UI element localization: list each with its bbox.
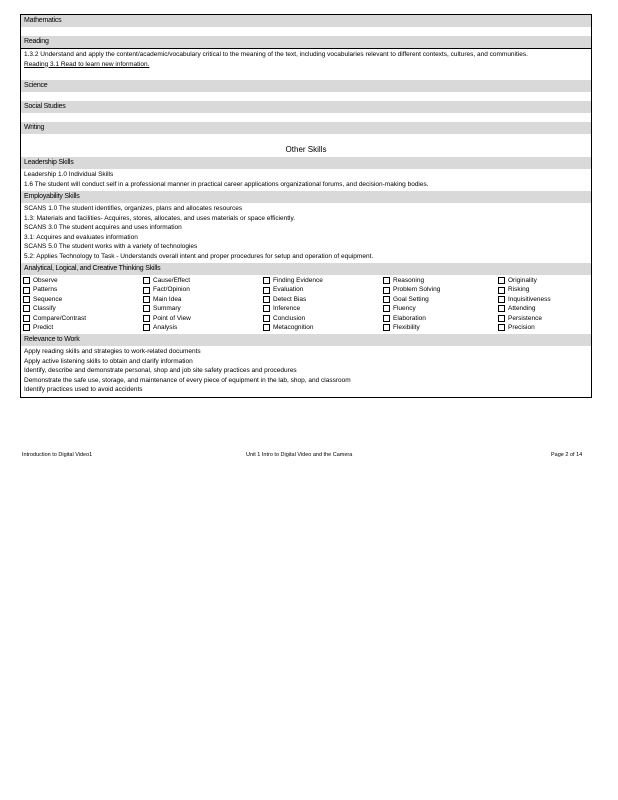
checkbox-item[interactable] (263, 295, 383, 304)
math-header: Mathematics (21, 15, 591, 27)
checkbox-label: Compare/Contrast (33, 314, 87, 322)
checkbox[interactable] (498, 287, 505, 294)
leadership-line: Leadership 1.0 Individual Skills (24, 171, 114, 178)
checkbox[interactable] (23, 277, 30, 284)
checkbox-item[interactable] (23, 304, 143, 313)
checkbox[interactable] (263, 296, 270, 303)
checkbox[interactable] (263, 324, 270, 331)
analytical-header: Analytical, Logical, and Creative Thinking Skills (21, 263, 591, 275)
checkbox[interactable] (498, 305, 505, 312)
footer-left: Introduction to Digital Video1 (22, 452, 93, 458)
checkbox[interactable] (143, 305, 150, 312)
employability-line: 1.3: Materials and facilities- Acquires, stores, allocates, and uses materials or space efficiently. (24, 214, 296, 222)
checkbox-label: Precision (508, 324, 535, 332)
checkbox[interactable] (23, 305, 30, 312)
checkbox-item[interactable] (263, 314, 383, 323)
relevance-content (21, 346, 591, 397)
checkbox[interactable] (498, 296, 505, 303)
checkbox-label: Summary (153, 305, 181, 313)
checkbox-item[interactable] (143, 314, 263, 323)
relevance-line: Identify practices used to avoid accidents (24, 386, 143, 394)
checkbox[interactable] (263, 315, 270, 322)
checkbox-column (383, 276, 498, 332)
checkbox[interactable] (23, 296, 30, 303)
checkbox[interactable] (143, 324, 150, 331)
checkbox-label: Elaboration (393, 314, 426, 322)
checkbox-item[interactable] (143, 276, 263, 285)
checkbox-item[interactable] (23, 285, 143, 294)
checkbox[interactable] (143, 277, 150, 284)
checkbox-item[interactable] (263, 276, 383, 285)
checkbox-item[interactable] (498, 285, 593, 294)
checkbox-item[interactable] (498, 276, 593, 285)
checkbox-item[interactable] (383, 314, 498, 323)
checkbox-item[interactable] (498, 314, 593, 323)
checkbox[interactable] (383, 277, 390, 284)
checkbox[interactable] (263, 287, 270, 294)
checkbox-label: Main Idea (153, 295, 182, 303)
checkbox[interactable] (23, 324, 30, 331)
relevance-line: Demonstrate the safe use, storage, and maintenance of every piece of equipment in the lab, shop, and classroom (24, 376, 351, 384)
checkbox-label: Fluency (393, 305, 416, 313)
checkbox-label: Classify (33, 305, 56, 313)
checkbox-item[interactable] (498, 304, 593, 313)
checkbox-label: Detect Bias (273, 295, 307, 303)
footer-page-number: Page 2 of 14 (551, 452, 583, 458)
employability-content (21, 203, 591, 263)
checkbox-label: Cause/Effect (153, 277, 191, 284)
checkbox-column (143, 276, 263, 332)
checkbox-item[interactable] (383, 285, 498, 294)
relevance-line: Apply active listening skills to obtain and clarify information (24, 357, 193, 365)
checkbox-item[interactable] (23, 314, 143, 323)
checkbox[interactable] (143, 296, 150, 303)
checkbox-item[interactable] (498, 323, 593, 332)
checkbox[interactable] (383, 315, 390, 322)
checkbox[interactable] (498, 315, 505, 322)
checkbox[interactable] (498, 324, 505, 331)
checkbox-label: Metacognition (273, 324, 314, 332)
checkbox-column (498, 276, 593, 332)
science-header: Science (21, 80, 591, 92)
checkbox-label: Analysis (153, 324, 178, 332)
checkbox-label: Inquisitiveness (508, 295, 551, 303)
checkbox[interactable] (23, 287, 30, 294)
checkbox-label: Originality (508, 277, 537, 284)
checkbox[interactable] (498, 277, 505, 284)
checkbox-label: Sequence (33, 295, 63, 303)
checkbox-label: Problem Solving (393, 286, 441, 294)
social-studies-header: Social Studies (21, 101, 591, 113)
checkbox-item[interactable] (263, 323, 383, 332)
checkbox-label: Predict (33, 324, 54, 332)
reading-line: Reading 3.1 Read to learn new information. (24, 60, 150, 68)
checkbox-item[interactable] (23, 323, 143, 332)
checkbox-label: Fact/Opinion (153, 286, 190, 294)
checkbox-label: Risking (508, 286, 530, 294)
checkbox-item[interactable] (383, 323, 498, 332)
leadership-line: 1.6 The student will conduct self in a professional manner in practical career applications organizational forums, and decision-making bodies. (24, 180, 429, 188)
other-skills-title: Other Skills (21, 143, 591, 157)
checkbox-item[interactable] (383, 276, 498, 285)
employability-header: Employability Skills (21, 191, 591, 203)
employability-line: 3.1: Acquires and evaluates information (24, 233, 138, 241)
checkbox-label: Persistence (508, 314, 542, 322)
checkbox-item[interactable] (263, 285, 383, 294)
checkbox-item[interactable] (383, 295, 498, 304)
checkbox-item[interactable] (383, 304, 498, 313)
checkbox-label: Reasoning (393, 277, 425, 284)
checkbox[interactable] (143, 287, 150, 294)
checkbox-label: Finding Evidence (273, 277, 323, 284)
reading-line: 1.3.2 Understand and apply the content/academic/vocabulary critical to the meaning of the text, including vocabularies relevant to different contexts, cultures, and communities. (24, 51, 528, 58)
checkbox[interactable] (383, 296, 390, 303)
checkbox-column (23, 276, 143, 332)
checkbox-item[interactable] (498, 295, 593, 304)
checkbox-label: Conclusion (273, 314, 306, 322)
checkbox-label: Attending (508, 305, 536, 313)
checkbox-label: Point of View (153, 314, 191, 322)
checkbox[interactable] (263, 305, 270, 312)
checkbox-item[interactable] (263, 304, 383, 313)
checkbox-label: Evaluation (273, 286, 304, 294)
checkbox-item[interactable] (23, 276, 143, 285)
checkbox[interactable] (143, 315, 150, 322)
checkbox-label: Inference (273, 305, 301, 313)
checkbox-label: Goal Setting (393, 295, 429, 303)
checkbox[interactable] (263, 277, 270, 284)
checkbox-label: Flexibility (393, 324, 420, 332)
checkbox-label: Observe (33, 277, 58, 284)
checkbox[interactable] (383, 287, 390, 294)
checkbox-item[interactable] (143, 323, 263, 332)
checkbox[interactable] (383, 324, 390, 331)
employability-line: SCANS 1.0 The student identifies, organizes, plans and allocates resources (24, 205, 243, 212)
reading-header: Reading (21, 36, 591, 48)
relevance-line: Apply reading skills and strategies to work-related documents (24, 348, 201, 356)
checkbox-item[interactable] (143, 295, 263, 304)
relevance-header: Relevance to Work (21, 334, 591, 346)
employability-line: SCANS 3.0 The student acquires and uses information (24, 224, 182, 231)
leadership-content (21, 169, 591, 191)
employability-line: 5.2: Applies Technology to Task - Understands overall intent and proper procedures for setup and operation of equipment. (24, 252, 374, 260)
checkbox[interactable] (383, 305, 390, 312)
checkbox-item[interactable] (143, 285, 263, 294)
thinking-skills-grid (21, 275, 591, 334)
reading-content (21, 48, 591, 71)
footer-center: Unit 1 Intro to Digital Video and the Camera (246, 452, 353, 458)
relevance-line: Identify, describe and demonstrate personal, shop and job site safety practices and procedures (24, 367, 297, 375)
checkbox-item[interactable] (143, 304, 263, 313)
standards-table (20, 14, 592, 398)
checkbox-item[interactable] (23, 295, 143, 304)
checkbox[interactable] (23, 315, 30, 322)
checkbox-column (263, 276, 383, 332)
writing-header: Writing (21, 122, 591, 134)
employability-line: SCANS 5.0 The student works with a variety of technologies (24, 243, 198, 250)
leadership-header: Leadership Skills (21, 157, 591, 169)
checkbox-label: Patterns (33, 286, 58, 294)
